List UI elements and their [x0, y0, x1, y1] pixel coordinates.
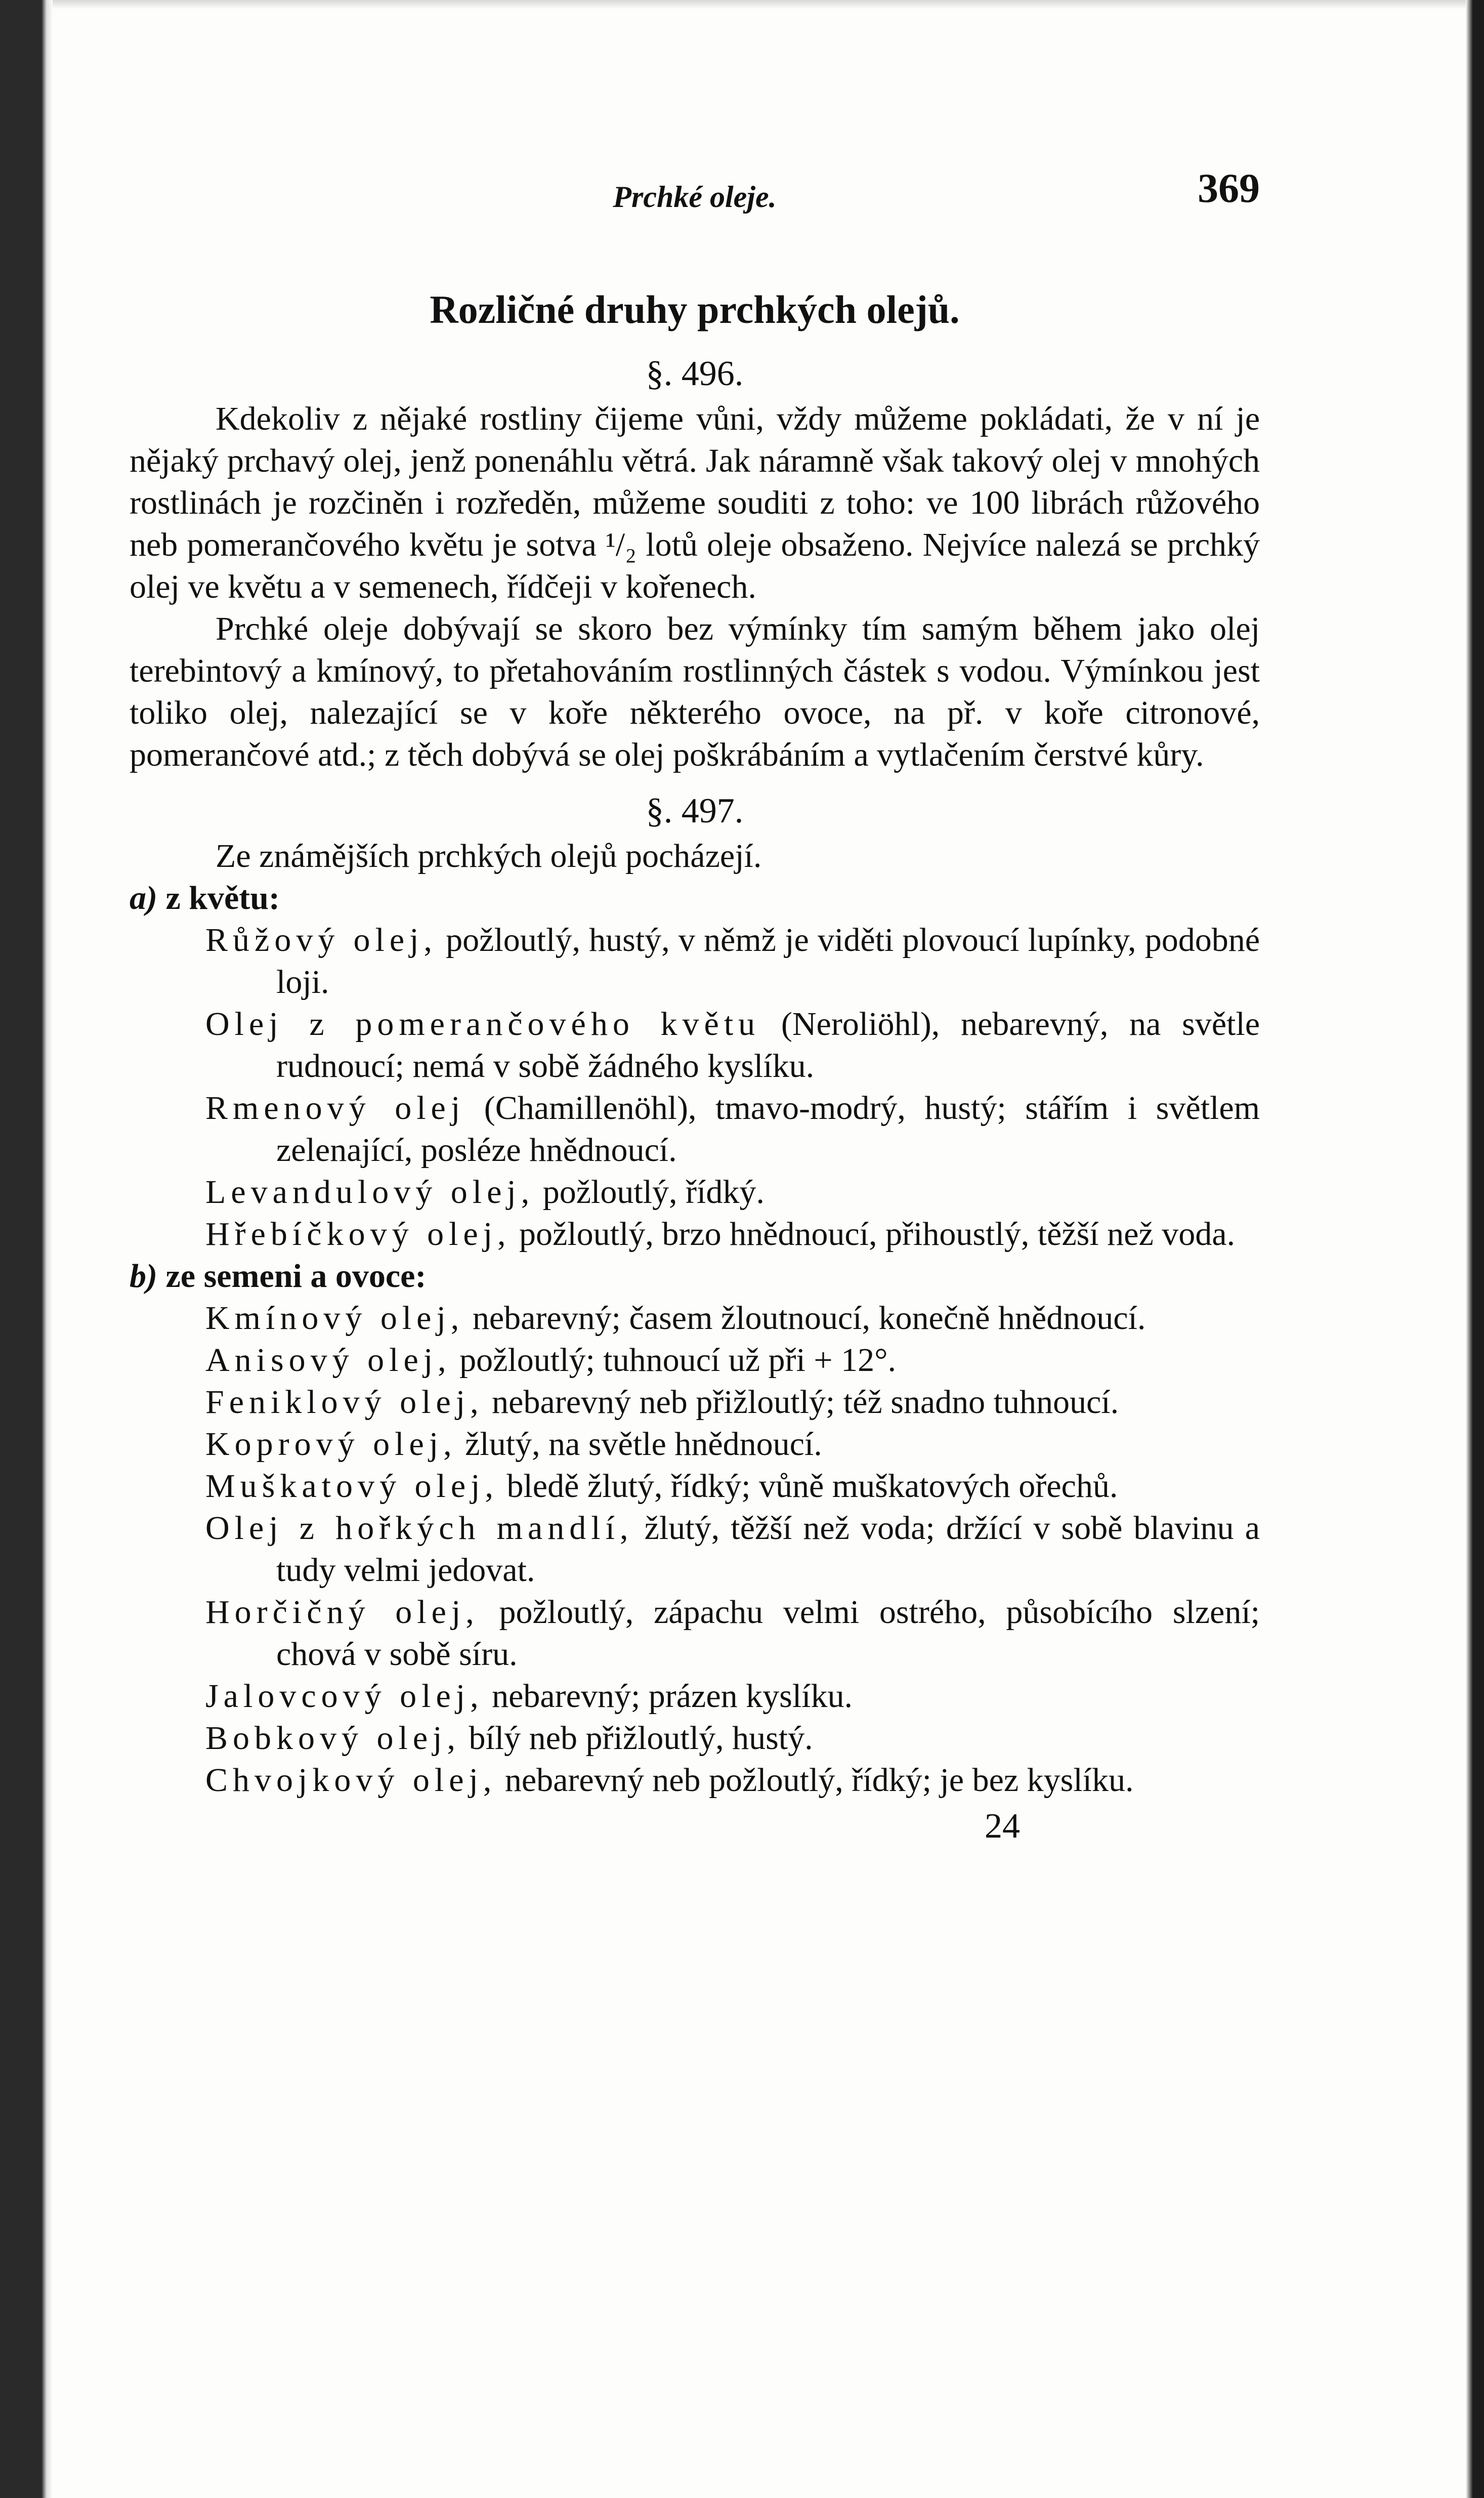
oil-entry	[130, 1717, 1260, 1759]
running-head	[130, 167, 1260, 223]
group-label: z květu:	[165, 880, 280, 917]
oil-term: Chvojkový olej,	[205, 1762, 497, 1799]
oil-entry	[130, 1087, 1260, 1171]
group-label: ze semeni a ovoce:	[165, 1258, 427, 1295]
oil-description: požloutlý, brzo hnědnoucí, přihoustlý, těžší než voda.	[511, 1216, 1236, 1253]
body-paragraph: Kdekoliv z nějaké rostliny čijeme vůni, vždy můžeme pokládati, že v ní je nějaký prchavý olej, jenž ponenáhlu větrá. Jak náramně však takový olej v mnohých rostlinách je rozčiněn i rozředěn, můžeme souditi z toho: ve 100 librách růžového neb pomerančového květu je sotva ¹/₂ lotů oleje obsaženo. Nejvíce nalezá se prchký olej ve květu a v semenech, řídčeji v kořenech.	[130, 400, 1260, 605]
group-b	[130, 1255, 1260, 1801]
oil-entry	[130, 1507, 1260, 1591]
oil-term: Hřebíčkový olej,	[205, 1216, 511, 1253]
oil-description: žlutý, na světle hnědnoucí.	[456, 1426, 822, 1463]
oil-entry	[130, 1465, 1260, 1507]
group-a	[130, 877, 1260, 1255]
page-number: 369	[1198, 165, 1260, 211]
oil-entry	[130, 1759, 1260, 1801]
oil-entry	[130, 919, 1260, 1003]
oil-description: nebarevný neb přižloutlý; též snadno tuhnoucí.	[483, 1384, 1119, 1421]
oil-term: Muškatový olej,	[205, 1468, 498, 1505]
oil-term: Olej z hořkých mandlí,	[205, 1510, 633, 1547]
oil-term: Bobkový olej,	[205, 1720, 460, 1757]
oil-description: bledě žlutý, řídký; vůně muškatových ořechů.	[498, 1468, 1118, 1505]
oil-entry	[130, 1591, 1260, 1675]
group-heading	[130, 877, 1260, 919]
section-496	[130, 353, 1260, 776]
oil-term: Horčičný olej,	[205, 1594, 479, 1631]
group-heading	[130, 1255, 1260, 1297]
oil-entry	[130, 1381, 1260, 1423]
oil-description: (Neroliöhl), nebarevný, na světle rudnoucí; nemá v sobě žádného kyslíku.	[276, 1006, 1260, 1085]
oil-entry	[130, 1213, 1260, 1255]
oil-description: požloutlý, řídký.	[534, 1174, 765, 1211]
oil-entry	[130, 1423, 1260, 1465]
running-title: Prchké oleje.	[613, 180, 777, 214]
oil-description: nebarevný neb požloutlý, řídký; je bez kyslíku.	[496, 1762, 1134, 1799]
oil-entry	[130, 1171, 1260, 1213]
oil-entry	[130, 1675, 1260, 1717]
oil-description: (Chamillenöhl), tmavo-modrý, hustý; stářím i světlem zelenající, posléze hnědnoucí.	[276, 1090, 1260, 1169]
group-letter: b)	[130, 1258, 157, 1295]
oil-term: Levandulový olej,	[205, 1174, 535, 1211]
body-paragraph: Prchké oleje dobývají se skoro bez výmínky tím samým během jako olej terebintový a kmínový, to přetahováním rostlinných částek s vodou. Výmínkou jest toliko olej, nalezající se v koře některého ovoce, na př. v koře citronové, pomerančové atd.; z těch dobývá se olej poškrábáním a vytlačením čerstvé kůry.	[130, 610, 1260, 773]
book-gutter-shadow	[0, 0, 53, 2498]
oil-term: Koprový olej,	[205, 1426, 457, 1463]
scan-edge-right	[1466, 0, 1484, 2498]
oil-term: Kmínový olej,	[205, 1300, 464, 1337]
oil-entry	[130, 1339, 1260, 1381]
oil-term: Rmenový olej	[205, 1090, 465, 1127]
oil-description: požloutlý, hustý, v němž je viděti plovoucí lupínky, podobné loji.	[276, 922, 1260, 1001]
scan-shadow-top	[0, 0, 1484, 9]
oil-term: Jalovcový olej,	[205, 1678, 484, 1715]
oil-description: nebarevný; časem žloutnoucí, konečně hnědnoucí.	[464, 1300, 1146, 1337]
oil-description: požloutlý, zápachu velmi ostrého, působícího slzení; chová v sobě síru.	[276, 1594, 1260, 1673]
book-page	[130, 167, 1260, 1847]
oil-term: Anisový olej,	[205, 1342, 451, 1379]
section-title: Rozličné druhy prchkých olejů.	[430, 287, 960, 331]
oil-term: Olej z pomerančového květu	[205, 1006, 760, 1043]
oil-term: Růžový olej,	[205, 922, 437, 959]
section-497	[130, 790, 1260, 877]
paragraph-mark: §. 496.	[646, 354, 744, 393]
paragraph-mark: §. 497.	[646, 792, 744, 830]
oil-term: Feniklový olej,	[205, 1384, 484, 1421]
oil-description: bílý neb přižloutlý, hustý.	[460, 1720, 813, 1757]
oil-description: nebarevný; prázen kyslíku.	[483, 1678, 853, 1715]
oil-entry	[130, 1003, 1260, 1087]
oil-description: žlutý, těžší než voda; držící v sobě blavinu a tudy velmi jedovat.	[276, 1510, 1260, 1589]
signature-mark: 24	[985, 1807, 1020, 1846]
oil-description: požloutlý; tuhnoucí už při + 12°.	[451, 1342, 896, 1379]
group-letter: a)	[130, 880, 157, 917]
oil-entry	[130, 1297, 1260, 1339]
body-paragraph: Ze známějších prchkých olejů pocházejí.	[216, 838, 762, 875]
